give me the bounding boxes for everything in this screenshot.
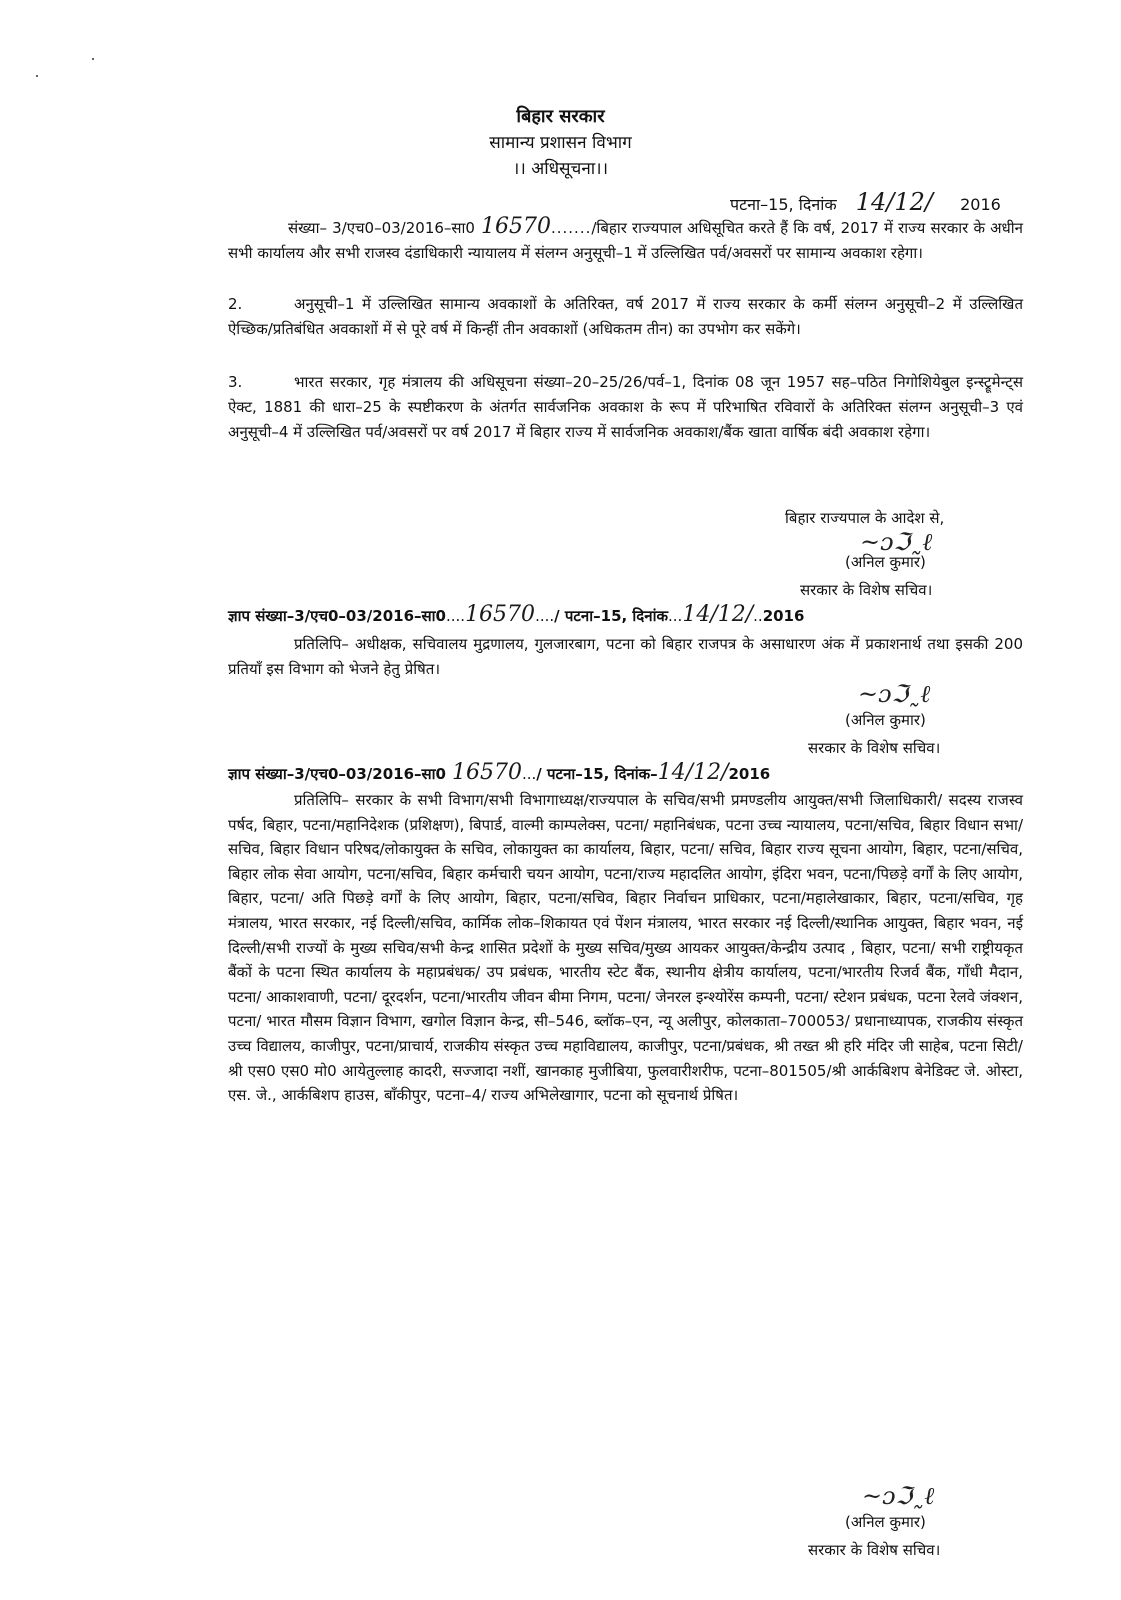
notification-ref-prefix: संख्या– 3/एच0–03/2016–सा0 [288,219,475,237]
handwritten-date: 14/12/ [855,188,934,216]
scan-speck [92,58,94,60]
paragraph-number: 2. [228,295,243,313]
signatory-name: (अनिल कुमार) [845,1513,926,1531]
notification-paragraph-1: संख्या– 3/एच0–03/2016–सा0 16570......./बिहार राज्यपाल अधिसूचित करते हैं कि वर्ष, 2017 में राज्य सरकार के अधीन सभी कार्यालय और सभी राजस्व दंडाधिकारी न्यायालय में संलग्न अनुसूची–1 में उल्लिखित पर्व/अवसरों पर सामान्य अवकाश रहेगा। [228,214,1023,262]
memo-2-copy-text [228,788,1023,1108]
memo-2-copy-body: प्रतिलिपि– सरकार के सभी विभाग/सभी विभागाध्यक्ष/राज्यपाल के सचिव/सभी प्रमण्डलीय आयुक्त/सभी जिलाधिकारी/ सदस्य राजस्व पर्षद, बिहार, पटना/महानिदेशक (प्रशिक्षण), बिपार्ड, वाल्मी काम्पलेक्स, पटना/ महानिबंधक, पटना उच्च न्यायालय, पटना/सचिव, बिहार विधान सभा/सचिव, बिहार विधान परिषद/लोकायुक्त के सचिव, लोकायुक्त का कार्यालय, बिहार, पटना/ सचिव, बिहार राज्य सूचना आयोग, बिहार, पटना/सचिव, बिहार लोक सेवा आयोग, पटना/सचिव, बिहार कर्मचारी चयन आयोग, पटना/राज्य महादलित आयोग, इंदिरा भवन, पटना/पिछड़े वर्गों के लिए आयोग, बिहार, पटना/ अति पिछड़े वर्गों के लिए आयोग, बिहार, पटना/सचिव, बिहार निर्वाचन प्राधिकार, पटना/महालेखाकार, बिहार, पटना/सचिव, गृह मंत्रालय, भारत सरकार, नई दिल्ली/सचिव, कार्मिक लोक–शिकायत एवं पेंशन मंत्रालय, भारत सरकार नई दिल्ली/स्थानिक आयुक्त, बिहार भवन, नई दिल्ली/सभी राज्यों के मुख्य सचिव/सभी केन्द्र शासित प्रदेशों के मुख्य सचिव/मुख्य आयकर आयुक्त/केन्द्रीय उत्पाद , बिहार, पटना/ सभी राष्ट्रीयकृत बैंकों के पटना स्थित कार्यालय के महाप्रबंधक/ उप प्रबंधक, भारतीय स्टेट बैंक, स्थानीय क्षेत्रीय कार्यालय, पटना/भारतीय रिजर्व बैंक, गाँधी मैदान, पटना/ आकाशवाणी, पटना/ दूरदर्शन, पटना/भारतीय जीवन बीमा निगम, पटना/ जेनरल इन्श्योरेंस कम्पनी, पटना/ स्टेशन प्रबंधक, पटना रेलवे जंक्शन, पटना/ भारत मौसम विज्ञान विभाग, खगोल विज्ञान केन्द्र, सी–546, ब्लॉक–एन, न्यू अलीपुर, कोलकाता–700053/ प्रधानाध्यापक, राजकीय संस्कृत उच्च विद्यालय, काजीपुर, पटना/प्राचार्य, राजकीय संस्कृत उच्च महाविद्यालय, काजीपुर, पटना/प्रबंधक, श्री तख्त श्री हरि मंदिर जी साहेब, पटना सिटी/श्री एस0 एस0 मो0 आयेतुल्लाह कादरी, सज्जादा नशीं, खानकाह मुजीबिया, फुलवारीशरीफ, पटना–801505/श्री आर्कबिशप बेनेडिक्ट जे. ओस्टा, एस. जे., आर्कबिशप हाउस, बाँकीपुर, पटना–4/ राज्य अभिलेखागार, पटना को सूचनार्थ प्रेषित। [228,791,1023,1105]
handwritten-number: 16570 [465,602,536,627]
dateline-prefix: पटना–15, दिनांक [730,195,837,214]
signatory-name: (अनिल कुमार) [845,553,926,571]
signatory-designation: सरकार के विशेष सचिव। [808,1541,941,1559]
department-name: सामान्य प्रशासन विभाग [489,133,632,153]
memo-ref-prefix: ज्ञाप संख्या–3/एच0–03/2016–सा0 [228,607,446,625]
signatory-name: (अनिल कुमार) [845,711,926,729]
signatory-designation: सरकार के विशेष सचिव। [800,581,933,599]
notification-paragraph-3 [228,370,1023,445]
memo-ref-year: 2016 [762,607,805,625]
handwritten-number: 16570 [451,760,522,785]
letterhead [0,104,1121,182]
handwritten-number: 16570 [480,214,551,239]
government-name: बिहार सरकार [516,106,605,127]
notification-heading: ।। अधिसूचना।। [512,159,609,179]
handwritten-date: 14/12/ [682,602,754,627]
paragraph-number: 3. [228,373,243,391]
memo-ref-middle: / पटना–15, दिनांक– [536,765,658,783]
notification-paragraph-2 [228,292,1023,342]
memo-ref-middle: / पटना–15, दिनांक [554,607,669,625]
memo-ref-prefix: ज्ञाप संख्या–3/एच0–03/2016–सा0 [228,765,446,783]
notification-dateline [730,188,1001,216]
memo-ref-year: 2016 [728,765,771,783]
signature-order-line: बिहार राज्यपाल के आदेश से, [785,509,945,527]
notification-para2-text: अनुसूची–1 में उल्लिखित सामान्य अवकाशों के अतिरिक्त, वर्ष 2017 में राज्य सरकार के कर्मी संलग्न अनुसूची–2 में उल्लिखित ऐच्छिक/प्रतिबंधित अवकाशों में से पूरे वर्ष में किन्हीं तीन अवकाशों (अधिकतम तीन) का उपभोग कर सकेंगे। [228,295,1023,338]
memo-1-reference-line: ज्ञाप संख्या–3/एच0–03/2016–सा0....16570..../ पटना–15, दिनांक...14/12/..2016 [228,602,805,627]
memo-1-copy-text [228,632,1023,682]
notification-para1-text: /बिहार राज्यपाल अधिसूचित करते हैं कि वर्ष, 2017 में राज्य सरकार के अधीन सभी कार्यालय और सभी राजस्व दंडाधिकारी न्यायालय में संलग्न अनुसूची–1 में उल्लिखित पर्व/अवसरों पर सामान्य अवकाश रहेगा। [228,219,1023,262]
notification-para3-text: भारत सरकार, गृह मंत्रालय की अधिसूचना संख्या–20–25/26/पर्व–1, दिनांक 08 जून 1957 सह–पठित निगोशियेबुल इन्स्ट्रूमेन्ट्स ऐक्ट, 1881 की धारा–25 के स्पष्टीकरण के अंतर्गत सार्वजनिक अवकाश के रूप में परिभाषित रविवारों के अतिरिक्त संलग्न अनुसूची–3 एवं अनुसूची–4 में उल्लिखित पर्व/अवसरों पर वर्ष 2017 में बिहार राज्य में सार्वजनिक अवकाश/बैंक खाता वार्षिक बंदी अवकाश रहेगा। [228,373,1023,441]
memo-1-copy-body: प्रतिलिपि– अधीक्षक, सचिवालय मुद्रणालय, गुलजारबाग, पटना को बिहार राजपत्र के असाधारण अंक में प्रकाशनार्थ तथा इसकी 200 प्रतियाँ इस विभाग को भेजने हेतु प्रेषित। [228,635,1023,678]
handwritten-date: 14/12/ [657,760,729,785]
dateline-year: 2016 [960,195,1001,214]
memo-2-reference-line: ज्ञाप संख्या–3/एच0–03/2016–सा0 16570.../ पटना–15, दिनांक–14/12/2016 [228,760,771,785]
signature-mark: ~ɔℑ˷ℓ [860,528,933,556]
signature-mark: ~ɔℑ˷ℓ [862,1482,935,1510]
signatory-designation: सरकार के विशेष सचिव। [808,739,941,757]
signature-mark: ~ɔℑ˷ℓ [858,680,931,708]
scan-speck [36,75,38,77]
